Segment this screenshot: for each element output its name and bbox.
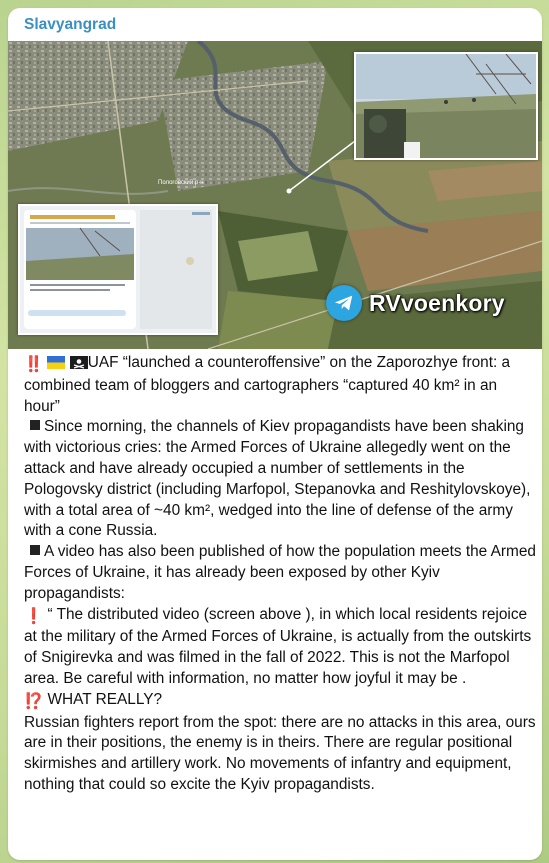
channel-name[interactable]: Slavyangrad: [24, 16, 117, 33]
message-bubble: [8, 8, 542, 860]
paragraph-2-text: Since morning, the channels of Kiev propagandists have been shaking with victorious cries: the Armed Forces of Ukraine allegedly went on the attack and have already occupied a number of settlements in the Pologovsky district (including Marfopol, Stepanovka and Reshitylovskoye), with a total area of ~40 km², wedged into the line of defense of the army with a cone Russia.: [24, 418, 531, 540]
post-paragraph-1: [24, 353, 536, 417]
post-image[interactable]: [8, 41, 542, 349]
screenshot-inset: [18, 204, 218, 335]
exclamation-icon: ❗: [24, 607, 44, 625]
double-exclamation-icon: ‼️: [24, 356, 44, 373]
paragraph-1-text: UAF “launched a counteroffensive” on the Zaporozhye front: a combined team of bloggers and cartographers “captured 40 km² in an hour”: [24, 354, 511, 415]
post-paragraph-2: [24, 417, 536, 542]
watermark: [326, 283, 505, 323]
post-text: [24, 353, 536, 796]
black-square-icon: [30, 545, 40, 555]
post-paragraph-4: [24, 605, 536, 690]
paragraph-4-text: “ The distributed video (screen above ), in which local residents rejoice at the military of the Armed Forces of Ukraine, is actually from the outskirts of Snigirevka and was filmed in the fall of 2022. This is not the Marfopol area. Be careful with information, no matter how joyful it may be .: [24, 605, 532, 687]
post-paragraph-3: [24, 542, 536, 604]
ukraine-flag-icon: [47, 355, 65, 376]
post-paragraph-6: Russian fighters report from the spot: there are no attacks in this area, ours are in their positions, the enemy is in theirs. There are regular positional skirmishes and artillery work. No movements of infantry and equipment, nothing that could so excite the Kyiv propagandists.: [24, 713, 536, 793]
map-place-label: Пологовский р-н: [158, 180, 204, 186]
watermark-text: RVvoenkory: [369, 289, 505, 316]
what-really-heading: WHAT REALLY?: [47, 690, 163, 708]
black-square-icon: [30, 420, 40, 430]
paragraph-3-text: A video has also been published of how the population meets the Armed Forces of Ukraine, it has already been exposed by other Kyiv propagandists:: [24, 543, 536, 602]
interrobang-icon: ⁉️: [24, 692, 44, 710]
telegram-logo-icon: [326, 285, 362, 321]
post-paragraph-5: [24, 690, 536, 713]
pirate-flag-icon: [70, 355, 88, 376]
video-still-inset: [354, 52, 538, 160]
